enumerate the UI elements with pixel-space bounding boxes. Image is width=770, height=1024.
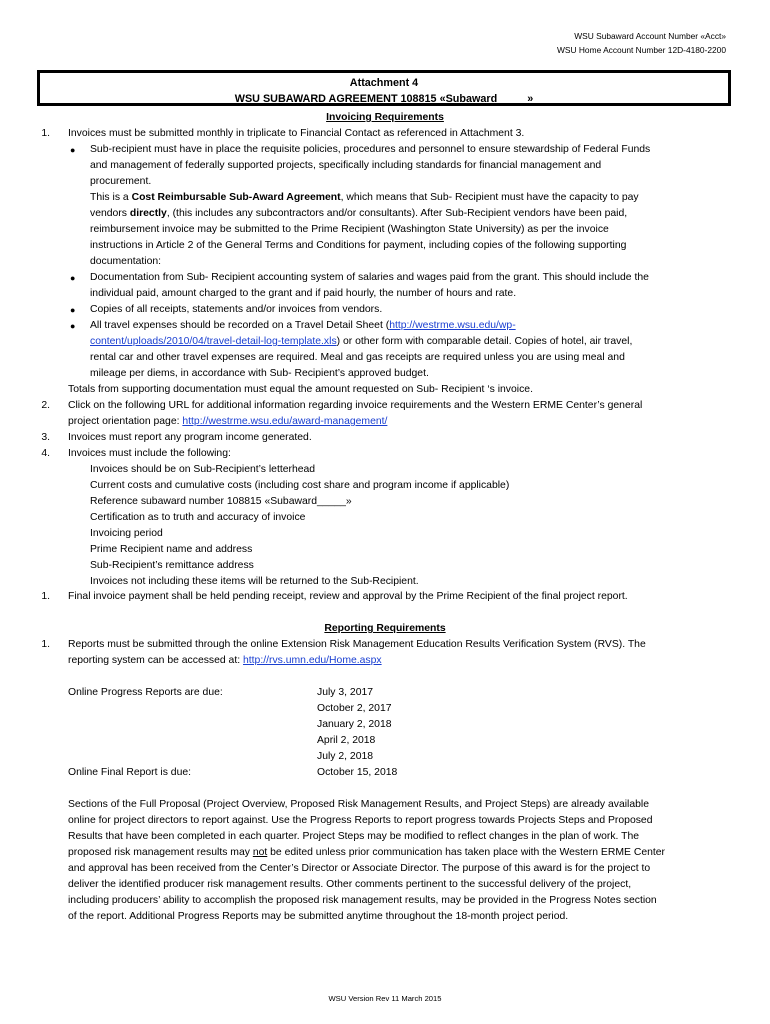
directly-term: directly: [129, 208, 167, 219]
invoice-content-item: Reference subaward number 108815 «Subaward_____»: [90, 496, 352, 507]
reporting-item-1: Reports must be submitted through the online Extension Risk Management Education Results Verification System (RVS). The: [68, 639, 646, 650]
reporting-paragraph-line: proposed risk management results may not be edited unless prior communication has taken place with the Western ERME Center: [68, 847, 666, 858]
invoicing-item-4: Invoices must include the following:: [68, 448, 231, 459]
list-number: 3.: [41, 432, 50, 443]
progress-date: January 2, 2018: [317, 719, 392, 730]
bullet-1-line: Sub-recipient must have in place the requisite policies, procedures and personnel to ensure stewardship of Federal Funds: [90, 144, 651, 155]
bullet-icon: ●: [70, 145, 76, 155]
reporting-paragraph-line: of the report. Additional Progress Reports may be submitted anytime throughout the 18-month project period.: [68, 911, 569, 922]
final-report-date: October 15, 2018: [317, 767, 398, 778]
bullet-2-line: Documentation from Sub- Recipient accounting system of salaries and wages paid from the grant. This should include the: [90, 272, 649, 283]
bullet-1-line: instructions in Article 2 of the General Terms and Conditions for payment, including copies of the following supporting: [90, 240, 627, 251]
bullet-1-line: documentation:: [90, 256, 162, 267]
invoicing-item-2: Click on the following URL for additional information regarding invoice requirements and the Western ERME Center’s general: [68, 400, 643, 411]
progress-date: July 2, 2018: [317, 751, 374, 762]
cost-reimbursable-term: Cost Reimbursable Sub-Award Agreement: [131, 192, 341, 203]
invoice-content-item: Invoicing period: [90, 528, 163, 539]
reporting-paragraph-line: online for project directors to report against. Use the Progress Reports to report progress towards Projects Steps and Proposed: [68, 815, 653, 826]
invoice-content-item: Invoices not including these items will be returned to the Sub-Recipient.: [90, 576, 419, 587]
reporting-paragraph-line: including producers’ ability to accomplish the proposed risk management results, may be provided in the Progress Notes section: [68, 895, 657, 906]
rvs-link[interactable]: http://rvs.umn.edu/Home.aspx: [243, 655, 382, 666]
bullet-1-line: This is a Cost Reimbursable Sub-Award Agreement, which means that Sub- Recipient must have the capacity to pay: [90, 192, 639, 203]
version-footer: WSU Version Rev 11 March 2015: [328, 994, 442, 1003]
totals-note: Totals from supporting documentation must equal the amount requested on Sub- Recipient ‘s invoice.: [68, 384, 533, 395]
travel-sheet-link[interactable]: http://westrme.wsu.edu/wp-: [389, 320, 516, 331]
progress-reports-label: Online Progress Reports are due:: [68, 687, 223, 698]
agreement-title: WSU SUBAWARD AGREEMENT 108815 «Subaward_____»: [234, 93, 534, 105]
bullet-3-line: Copies of all receipts, statements and/or invoices from vendors.: [90, 304, 383, 315]
reporting-paragraph-line: deliver the identified producer risk management results. Other comments pertinent to the successful delivery of the project,: [68, 879, 632, 890]
progress-date: October 2, 2017: [317, 703, 392, 714]
bullet-1-line: vendors directly, (this includes any subcontractors and/or consultants). After Sub-Recipient vendors have been paid,: [90, 208, 628, 219]
invoicing-item-3: Invoices must report any program income generated.: [68, 432, 312, 443]
list-number: 2.: [41, 400, 50, 411]
reporting-paragraph-line: Sections of the Full Proposal (Project Overview, Proposed Risk Management Results, and Project Steps) are already available: [68, 799, 650, 810]
bullet-icon: ●: [70, 273, 76, 283]
invoice-content-item: Prime Recipient name and address: [90, 544, 253, 555]
invoicing-heading: Invoicing Requirements: [326, 112, 444, 123]
list-number: 4.: [41, 448, 50, 459]
bullet-4-line: content/uploads/2010/04/travel-detail-log-template.xls) or other form with comparable detail. Copies of hotel, air travel,: [90, 336, 633, 347]
invoicing-item-1: Invoices must be submitted monthly in triplicate to Financial Contact as referenced in Attachment 3.: [68, 128, 525, 139]
invoice-content-item: Current costs and cumulative costs (including cost share and program income if applicable): [90, 480, 510, 491]
reporting-heading: Reporting Requirements: [324, 623, 446, 634]
award-management-link[interactable]: http://westrme.wsu.edu/award-management/: [182, 416, 388, 427]
title-box: [37, 70, 731, 106]
bullet-1-line: and management of federally supported projects, specifically including standards for financial management and: [90, 160, 602, 171]
bullet-icon: ●: [70, 305, 76, 315]
subaward-account-number: WSU Subaward Account Number «Acct»: [574, 31, 726, 41]
invoicing-item-2: project orientation page: http://westrme.wsu.edu/award-management/: [68, 416, 388, 427]
bullet-1-line: reimbursement invoice may be submitted to the Prime Recipient (Washington State University) as per the invoice: [90, 224, 609, 235]
list-number: 1.: [41, 128, 50, 139]
invoice-content-item: Certification as to truth and accuracy of invoice: [90, 512, 306, 523]
account-header: [557, 29, 726, 57]
travel-sheet-link[interactable]: content/uploads/2010/04/travel-detail-log-template.xls: [90, 336, 337, 347]
bullet-2-line: individual paid, amount charged to the grant and if paid hourly, the number of hours and rate.: [90, 288, 517, 299]
reporting-paragraph-line: and approval has been received from the Center’s Director or Associate Director. The purpose of this award is for the project to: [68, 863, 651, 874]
invoice-content-item: Sub-Recipient’s remittance address: [90, 560, 254, 571]
reporting-item-1: reporting system can be accessed at: http://rvs.umn.edu/Home.aspx: [68, 655, 382, 666]
bullet-4-line: mileage per diems, in accordance with Sub- Recipient’s approved budget.: [90, 368, 429, 379]
bullet-icon: ●: [70, 321, 76, 331]
reporting-paragraph-line: Results that have been completed in each quarter. Project Steps may be modified to reflect changes in the plan of work. The: [68, 831, 640, 842]
bullet-4-line: All travel expenses should be recorded on a Travel Detail Sheet (http://westrme.wsu.edu/wp-: [90, 320, 516, 331]
progress-date: July 3, 2017: [317, 687, 374, 698]
progress-date: April 2, 2018: [317, 735, 376, 746]
attachment-title: Attachment 4: [349, 77, 419, 89]
bullet-4-line: rental car and other travel expenses are required. Meal and gas receipts are required unless you are using meal and: [90, 352, 625, 363]
bullet-1-line: procurement.: [90, 176, 152, 187]
home-account-number: WSU Home Account Number 12D-4180-2200: [557, 45, 726, 55]
invoice-content-item: Invoices should be on Sub-Recipient’s letterhead: [90, 464, 316, 475]
invoicing-item-final: Final invoice payment shall be held pending receipt, review and approval by the Prime Recipient of the final project report.: [68, 591, 628, 602]
list-number: 1.: [41, 591, 50, 602]
final-report-label: Online Final Report is due:: [68, 767, 192, 778]
list-number: 1.: [41, 639, 50, 650]
not-emphasis: not: [252, 847, 268, 858]
